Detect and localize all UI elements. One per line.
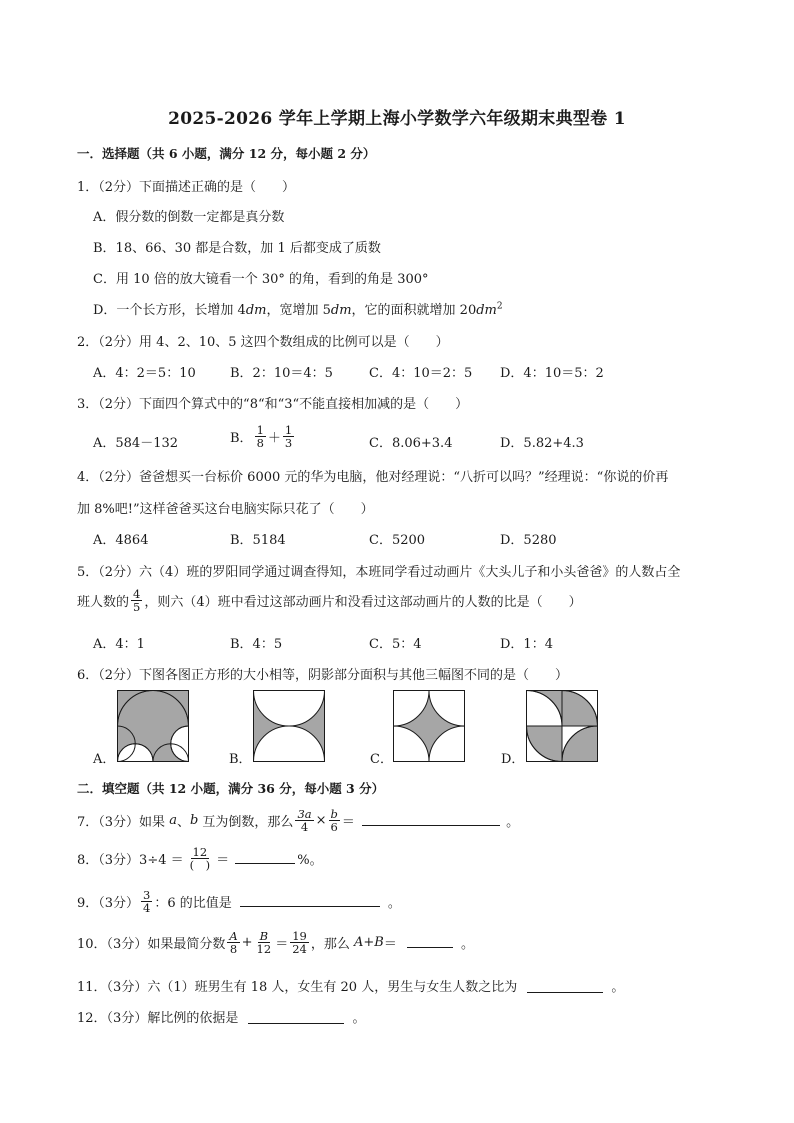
figure-c [393,690,465,762]
question-9: 9．（3分） $\frac{3}{4}$ ：6 的比值是 。 [77,888,401,916]
question-3-option-d: D．5.82+4.3 [500,436,584,451]
figure-c-label: C． [370,752,393,767]
figure-d-svg [526,690,598,762]
fraction: $\frac{12}{( )}$ [189,845,211,873]
question-4-stem-line1: 4．（2分）爸爸想买一台标价 6000 元的华为电脑，他对经理说：“八折可以吗？”经理说：“你说的价再 [77,470,669,485]
figure-b-label: B． [229,752,252,767]
question-3-stem: 3．（2分）下面四个算式中的“8“和“3“不能直接相加减的是（ ） [77,397,469,412]
figure-d [526,690,598,762]
page-title: 2025-2026 学年上学期上海小学数学六年级期末典型卷 1 [168,109,626,129]
question-10: 10．（3分）如果最简分数 $\frac{A}{8}$ + $\frac{B}{12}$ ＝ $\frac{19}{24}$ ，那么 A+B＝ 。 [77,929,474,957]
question-4-option-c: C．5200 [369,533,426,548]
question-6-stem: 6．（2分）下图各图正方形的大小相等，阴影部分面积与其他三幅图不同的是（ ） [77,668,569,683]
question-5-stem-line2: 班人数的 $\frac{4}{5}$ ，则六（4）班中看过这部动画片和没看过这部动画片的人数的比是（ ） [77,587,582,615]
question-7: 7．（3分）如果 a、b 互为倒数，那么 $\frac{3a}{4}$ × $\frac{b}{6}$ ＝ 。 [77,807,520,835]
question-1-option-d: D．一个长方形，长增加 4dm，宽增加 5dm，它的面积就增加 $20dm^2$ [93,301,503,318]
question-2-option-c: C．4：10＝2：5 [369,366,473,381]
fraction: $\frac{3a}{4}$ [297,807,312,835]
answer-blank[interactable] [248,1011,344,1024]
question-2-option-a: A．4：2＝5：10 [93,366,196,381]
question-4-options [93,529,733,553]
answer-blank[interactable] [527,980,603,993]
question-2-option-d: D．4：10＝5：2 [500,366,604,381]
question-1-option-b: B．18、66、30 都是合数，加 1 后都变成了质数 [93,241,381,256]
section-heading-choice: 一．选择题（共 6 小题，满分 12 分，每小题 2 分） [77,146,376,161]
question-4-option-a: A．4864 [93,533,149,548]
question-1-option-a: A．假分数的倒数一定都是真分数 [93,210,285,225]
answer-blank[interactable] [407,935,453,948]
figure-a-label: A． [93,752,116,767]
question-5-option-b: B．4：5 [230,637,283,652]
fraction: $\frac{1}{8}$ [256,423,264,451]
figure-a-svg [117,690,189,762]
fraction: $\frac{19}{24}$ [292,929,307,957]
figure-b [253,690,325,762]
question-2-option-b: B．2：10＝4：5 [230,366,333,381]
answer-blank[interactable] [240,894,380,907]
question-12: 12．（3分）解比例的依据是 。 [77,1011,366,1026]
answer-blank[interactable] [235,851,295,864]
question-4-stem-line2: 加 8%吧!”这样爸爸买这台电脑实际只花了（ ） [77,502,374,517]
question-5-option-c: C．5：4 [369,637,422,652]
fraction: $\frac{3}{4}$ [143,888,151,916]
question-3-options [93,424,733,456]
figure-c-svg [393,690,465,762]
fraction: $\frac{B}{12}$ [256,929,272,957]
question-4-option-d: D．5280 [500,533,557,548]
question-5-option-a: A．4：1 [93,637,145,652]
section-heading-fill: 二．填空题（共 12 小题，满分 36 分，每小题 3 分） [77,781,385,796]
figure-d-label: D． [501,752,525,767]
fraction: $\frac{1}{3}$ [284,423,293,451]
question-11: 11．（3分）六（1）班男生有 18 人，女生有 20 人，男生与女生人数之比为 。 [77,980,625,995]
question-1-option-c: C．用 10 倍的放大镜看一个 30° 的角，看到的角是 300° [93,272,429,287]
question-2-stem: 2．（2分）用 4、2、10、5 这四个数组成的比例可以是（ ） [77,335,449,350]
question-3-option-a: A．584－132 [93,436,179,451]
question-8: 8．（3分）3÷4 ＝ $\frac{12}{( )}$ ＝ %。 [77,845,323,873]
fraction: $\frac{A}{8}$ [229,929,238,957]
question-4-option-b: B．5184 [230,533,286,548]
question-3-option-c: C．8.06+3.4 [369,436,453,451]
question-5-options [93,633,733,657]
fraction: $\frac{b}{6}$ [330,807,338,835]
answer-blank[interactable] [362,813,500,826]
figure-a [117,690,189,762]
fraction: $\frac{4}{5}$ [133,587,141,615]
figure-b-svg [253,690,325,762]
question-2-options [93,362,733,386]
question-3-option-b: B． $\frac{1}{8}$ ＋ $\frac{1}{3}$ [230,423,293,451]
question-1-stem: 1．（2分）下面描述正确的是（ ） [77,180,296,195]
question-5-option-d: D．1：4 [500,637,553,652]
question-5-stem-line1: 5．（2分）六（4）班的罗阳同学通过调查得知，本班同学看过动画片《大头儿子和小头爸爸》的人数占全 [77,565,681,580]
